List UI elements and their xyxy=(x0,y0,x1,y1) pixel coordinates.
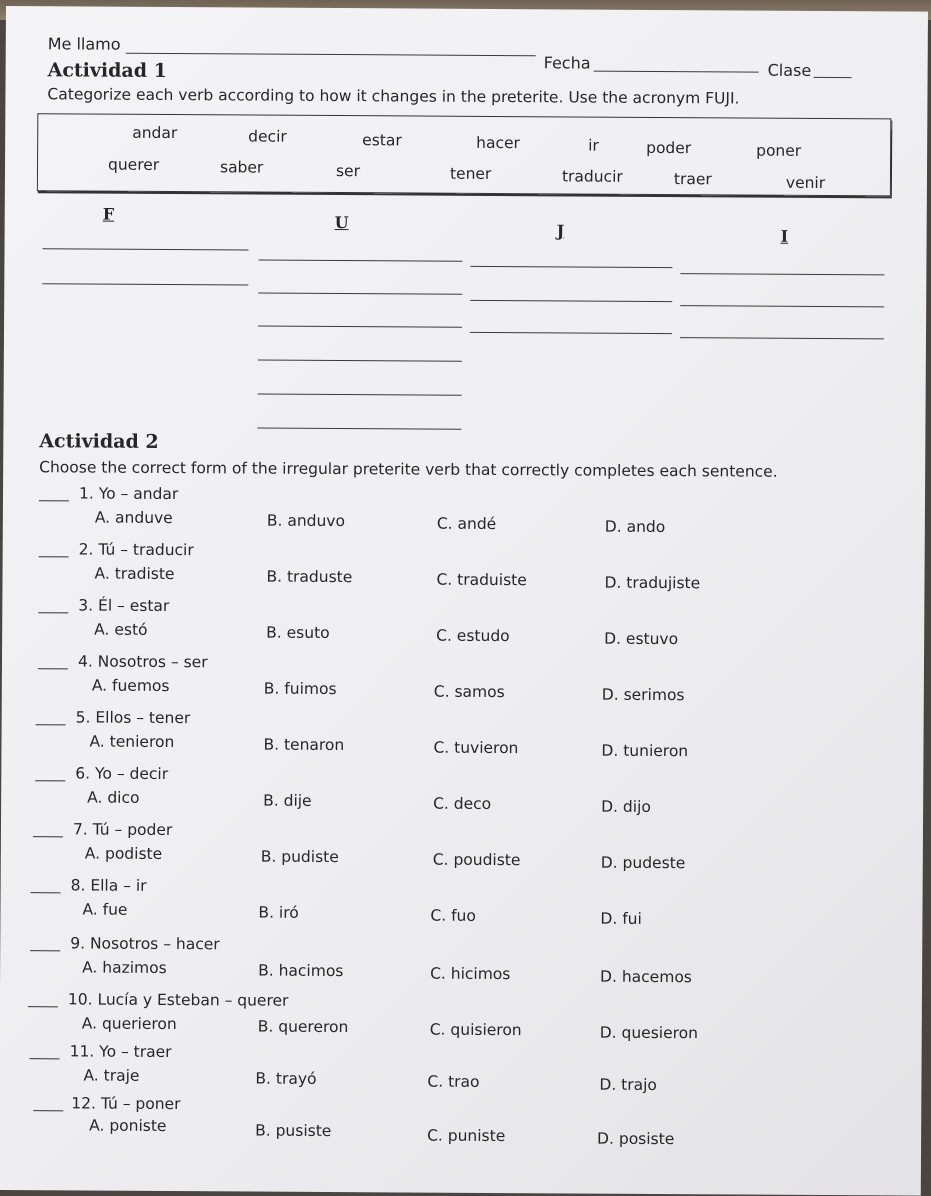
option-a[interactable]: A. fue xyxy=(82,900,128,919)
blank-u-6[interactable] xyxy=(257,428,461,430)
option-a[interactable]: A. tenieron xyxy=(89,732,175,752)
option-d[interactable]: D. posiste xyxy=(597,1129,675,1149)
option-b[interactable]: B. fuimos xyxy=(263,679,337,699)
option-c[interactable]: C. poudiste xyxy=(432,850,521,870)
actividad-1-instructions: Categorize each verb according to how it changes in the preterite. Use the acronym FUJI. xyxy=(47,85,740,108)
option-c[interactable]: C. quisieron xyxy=(429,1020,522,1040)
blank-j-3[interactable] xyxy=(470,332,672,334)
answer-blank[interactable] xyxy=(36,724,66,725)
class-label: Clase xyxy=(767,60,812,80)
actividad-1-title: Actividad 1 xyxy=(47,59,167,82)
blank-u-3[interactable] xyxy=(258,326,462,328)
option-a[interactable]: A. hazimos xyxy=(82,958,167,977)
verb-bank xyxy=(37,113,891,196)
option-d[interactable]: D. hacemos xyxy=(600,967,692,987)
question-prompt: 4. Nosotros – ser xyxy=(77,652,208,672)
option-c[interactable]: C. deco xyxy=(433,794,492,813)
blank-i-2[interactable] xyxy=(680,305,884,307)
option-c[interactable]: C. andé xyxy=(436,514,497,534)
blank-i-3[interactable] xyxy=(680,337,884,339)
question-prompt: 12. Tú – poner xyxy=(71,1094,181,1114)
blank-u-1[interactable] xyxy=(258,260,462,262)
option-d[interactable]: D. tunieron xyxy=(601,741,689,761)
option-c[interactable]: C. puniste xyxy=(427,1126,506,1146)
option-d[interactable]: D. trajo xyxy=(599,1075,658,1094)
blank-i-1[interactable] xyxy=(680,273,884,275)
column-heading-i: I xyxy=(780,226,789,246)
question-prompt: 5. Ellos – tener xyxy=(75,708,191,728)
option-b[interactable]: B. quereron xyxy=(257,1017,349,1037)
verb-decir: decir xyxy=(248,127,287,146)
option-b[interactable]: B. trayó xyxy=(255,1069,317,1088)
answer-blank[interactable] xyxy=(39,500,69,501)
option-c[interactable]: C. samos xyxy=(433,682,505,702)
verb-estar: estar xyxy=(362,131,402,150)
verb-ser: ser xyxy=(335,162,361,181)
worksheet-page xyxy=(0,6,928,1196)
verb-poder: poder xyxy=(646,138,692,158)
verb-traer: traer xyxy=(673,170,712,189)
question-prompt: 1. Yo – andar xyxy=(78,484,179,504)
option-b[interactable]: B. traduste xyxy=(266,567,353,587)
verb-hacer: hacer xyxy=(476,133,520,153)
answer-blank[interactable] xyxy=(30,950,60,951)
question-prompt: 3. Él – estar xyxy=(78,596,170,616)
question-prompt: 11. Yo – traer xyxy=(69,1042,172,1062)
column-heading-j: J xyxy=(556,221,565,241)
answer-blank[interactable] xyxy=(33,1110,63,1111)
verb-venir: venir xyxy=(785,173,826,193)
option-b[interactable]: B. pudiste xyxy=(260,847,339,867)
answer-blank[interactable] xyxy=(38,668,68,669)
option-c[interactable]: C. hicimos xyxy=(430,964,511,984)
option-a[interactable]: A. dico xyxy=(87,788,140,807)
blank-j-1[interactable] xyxy=(470,266,672,268)
verb-saber: saber xyxy=(219,158,264,177)
option-d[interactable]: D. tradujiste xyxy=(604,573,701,593)
option-b[interactable]: B. esuto xyxy=(266,623,330,642)
verb-querer: querer xyxy=(107,155,160,174)
verb-traducir: traducir xyxy=(561,167,623,186)
option-a[interactable]: A. anduve xyxy=(94,508,173,528)
name-line[interactable] xyxy=(126,53,536,57)
option-a[interactable]: A. poniste xyxy=(89,1116,167,1136)
blank-u-4[interactable] xyxy=(258,360,462,362)
option-d[interactable]: D. pudeste xyxy=(600,853,686,873)
option-b[interactable]: B. iró xyxy=(258,903,299,922)
option-a[interactable]: A. fuemos xyxy=(91,676,170,696)
class-line[interactable] xyxy=(814,77,852,78)
option-b[interactable]: B. pusiste xyxy=(255,1121,332,1141)
option-d[interactable]: D. dijo xyxy=(601,797,651,816)
option-d[interactable]: D. serimos xyxy=(601,685,685,705)
verb-ir: ir xyxy=(588,136,599,155)
option-c[interactable]: C. estudo xyxy=(436,626,510,646)
blank-u-2[interactable] xyxy=(258,293,462,295)
option-b[interactable]: B. dije xyxy=(263,791,312,810)
option-b[interactable]: B. anduvo xyxy=(266,511,346,531)
blank-u-5[interactable] xyxy=(258,394,462,396)
answer-blank[interactable] xyxy=(30,1058,60,1059)
option-d[interactable]: D. quesieron xyxy=(599,1023,699,1043)
verb-tener: tener xyxy=(449,164,492,183)
question-prompt: 2. Tú – traducir xyxy=(78,540,194,560)
option-a[interactable]: A. estó xyxy=(94,620,148,639)
option-a[interactable]: A. tradiste xyxy=(94,564,175,584)
answer-blank[interactable] xyxy=(35,780,65,781)
option-d[interactable]: D. estuvo xyxy=(604,629,679,649)
option-c[interactable]: C. fuo xyxy=(430,906,476,925)
option-b[interactable]: B. tenaron xyxy=(263,735,345,755)
question-prompt: 9. Nosotros – hacer xyxy=(70,934,220,954)
name-label: Me llamo xyxy=(47,34,121,54)
answer-blank[interactable] xyxy=(38,612,68,613)
column-heading-u: U xyxy=(334,213,349,233)
question-prompt: 7. Tú – poder xyxy=(72,820,173,840)
question-prompt: 10. Lucía y Esteban – querer xyxy=(67,990,289,1010)
answer-blank[interactable] xyxy=(33,836,63,837)
option-c[interactable]: C. tuvieron xyxy=(433,738,519,758)
actividad-2-instructions: Choose the correct form of the irregular preterite verb that correctly completes each sentence. xyxy=(39,458,778,481)
blank-f-2[interactable] xyxy=(42,283,248,285)
verb-andar: andar xyxy=(132,123,178,143)
answer-blank[interactable] xyxy=(28,1006,58,1007)
date-line[interactable] xyxy=(594,71,759,73)
question-prompt: 6. Yo – decir xyxy=(75,764,169,784)
date-label: Fecha xyxy=(543,53,591,73)
actividad-2-title: Actividad 2 xyxy=(39,430,159,453)
blank-f-1[interactable] xyxy=(43,248,249,250)
option-c[interactable]: C. traduiste xyxy=(436,570,527,590)
option-b[interactable]: B. hacimos xyxy=(258,961,344,981)
option-d[interactable]: D. ando xyxy=(604,517,666,537)
option-c[interactable]: C. trao xyxy=(427,1072,480,1091)
option-a[interactable]: A. querieron xyxy=(81,1014,177,1034)
option-a[interactable]: A. podiste xyxy=(84,844,163,863)
verb-poner: poner xyxy=(756,141,802,160)
answer-blank[interactable] xyxy=(31,892,61,893)
blank-j-2[interactable] xyxy=(470,300,672,302)
question-prompt: 8. Ella – ir xyxy=(70,876,147,895)
option-a[interactable]: A. traje xyxy=(83,1066,140,1085)
answer-blank[interactable] xyxy=(39,556,69,557)
column-heading-f: F xyxy=(102,204,115,224)
option-d[interactable]: D. fui xyxy=(600,909,642,928)
